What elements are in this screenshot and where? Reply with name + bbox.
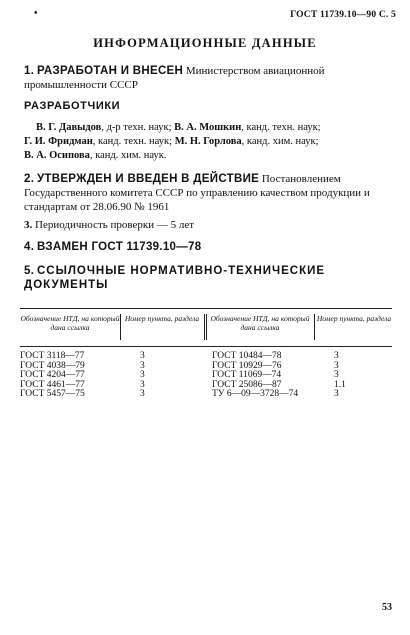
section-4-number: 4.	[24, 241, 35, 253]
table-cell: ГОСТ 4038—79	[20, 360, 85, 371]
page-title: ИНФОРМАЦИОННЫЕ ДАННЫЕ	[93, 36, 317, 50]
developers-line-1	[36, 121, 392, 135]
table-cell: ГОСТ 25086—87	[212, 379, 282, 390]
section-3-text: Периодичность проверки — 5 лет	[35, 219, 195, 231]
table-cell: ГОСТ 11069—74	[212, 370, 282, 381]
developer-degree: , канд. хим. наук.	[89, 150, 167, 161]
table-cell: 3	[140, 351, 145, 361]
table-cell: 3	[334, 389, 339, 400]
table-column-left-items	[140, 352, 145, 400]
page-number: 53	[382, 602, 392, 613]
developer-degree: , д-р техн. наук;	[101, 122, 175, 133]
references-table	[20, 308, 392, 400]
section-2-number: 2.	[24, 173, 35, 185]
section-3-number: 3.	[24, 219, 33, 231]
developer-name: В. А. Мошкин	[174, 122, 242, 133]
developer-name: М. Н. Горлова	[174, 136, 242, 147]
developer-degree: , канд. хим. наук;	[241, 136, 319, 147]
developers-heading: РАЗРАБОТЧИКИ	[24, 100, 121, 112]
table-cell: 3	[140, 379, 145, 390]
table-cell: 3	[334, 360, 339, 371]
section-5	[24, 264, 384, 292]
table-header-doc-left: Обозначение НТД, на который дана ссылка	[20, 314, 120, 332]
developers-line-3	[24, 149, 392, 163]
table-cell: 3	[140, 389, 145, 400]
developer-name: Г. И. Фридман	[24, 136, 93, 147]
table-header-item-right: Номер пункта, раздела	[316, 314, 392, 323]
column-divider	[314, 314, 315, 340]
column-divider-double	[204, 314, 207, 340]
table-column-left-docs	[20, 352, 85, 400]
table-cell: ГОСТ 5457—75	[20, 389, 85, 400]
table-column-right-docs	[212, 352, 298, 400]
table-cell: ГОСТ 3118—77	[20, 351, 85, 361]
developers-line-2	[24, 135, 392, 149]
section-1-number: 1.	[24, 65, 35, 77]
developers-list	[24, 121, 392, 163]
developer-name: В. Г. Давыдов	[36, 122, 102, 133]
table-cell: ГОСТ 10484—78	[212, 351, 282, 361]
section-3	[24, 218, 394, 232]
developer-name: В. А. Осипова	[24, 150, 90, 161]
section-5-text: ССЫЛОЧНЫЕ НОРМАТИВНО-ТЕХНИЧЕСКИЕ ДОКУМЕНТЫ	[24, 265, 326, 291]
section-2	[24, 172, 394, 214]
column-divider	[120, 314, 121, 340]
table-cell: 3	[140, 360, 145, 371]
table-cell: ГОСТ 4204—77	[20, 370, 85, 381]
section-4-text: ВЗАМЕН ГОСТ 11739.10—78	[36, 241, 202, 253]
section-1	[24, 64, 394, 92]
table-cell: 3	[334, 351, 339, 361]
table-cell: ГОСТ 10929—76	[212, 360, 282, 371]
table-top-rule	[20, 308, 392, 309]
section-1-text: Министерством авиационной промышленности СССР	[24, 65, 325, 91]
table-cell: 1.1	[334, 379, 346, 390]
section-1-heading: РАЗРАБОТАН И ВНЕСЕН	[36, 65, 184, 77]
developer-degree: , канд. техн. наук;	[241, 122, 321, 133]
table-header-item-left: Номер пункта, раздела	[124, 314, 200, 323]
table-header-doc-right: Обозначение НТД, на который дана ссылка	[210, 314, 310, 332]
table-column-right-items	[334, 352, 346, 400]
developer-degree: , канд. техн. наук;	[92, 136, 175, 147]
table-cell: ГОСТ 4461—77	[20, 379, 85, 390]
table-cell: ТУ 6—09—3728—74	[212, 389, 299, 400]
page-bullet: •	[34, 8, 38, 19]
table-cell: 3	[334, 370, 339, 381]
running-head: ГОСТ 11739.10—90 С. 5	[290, 10, 396, 20]
section-2-text: Постановлением Государственного комитета СССР по управлению качеством продукции и стандартам от 28.06.90 № 1961	[24, 173, 370, 213]
section-5-number: 5.	[24, 265, 35, 277]
table-header-rule	[20, 346, 392, 347]
section-2-heading: УТВЕРЖДЕН И ВВЕДЕН В ДЕЙСТВИЕ	[36, 173, 260, 185]
table-cell: 3	[140, 370, 145, 381]
section-4	[24, 240, 394, 254]
